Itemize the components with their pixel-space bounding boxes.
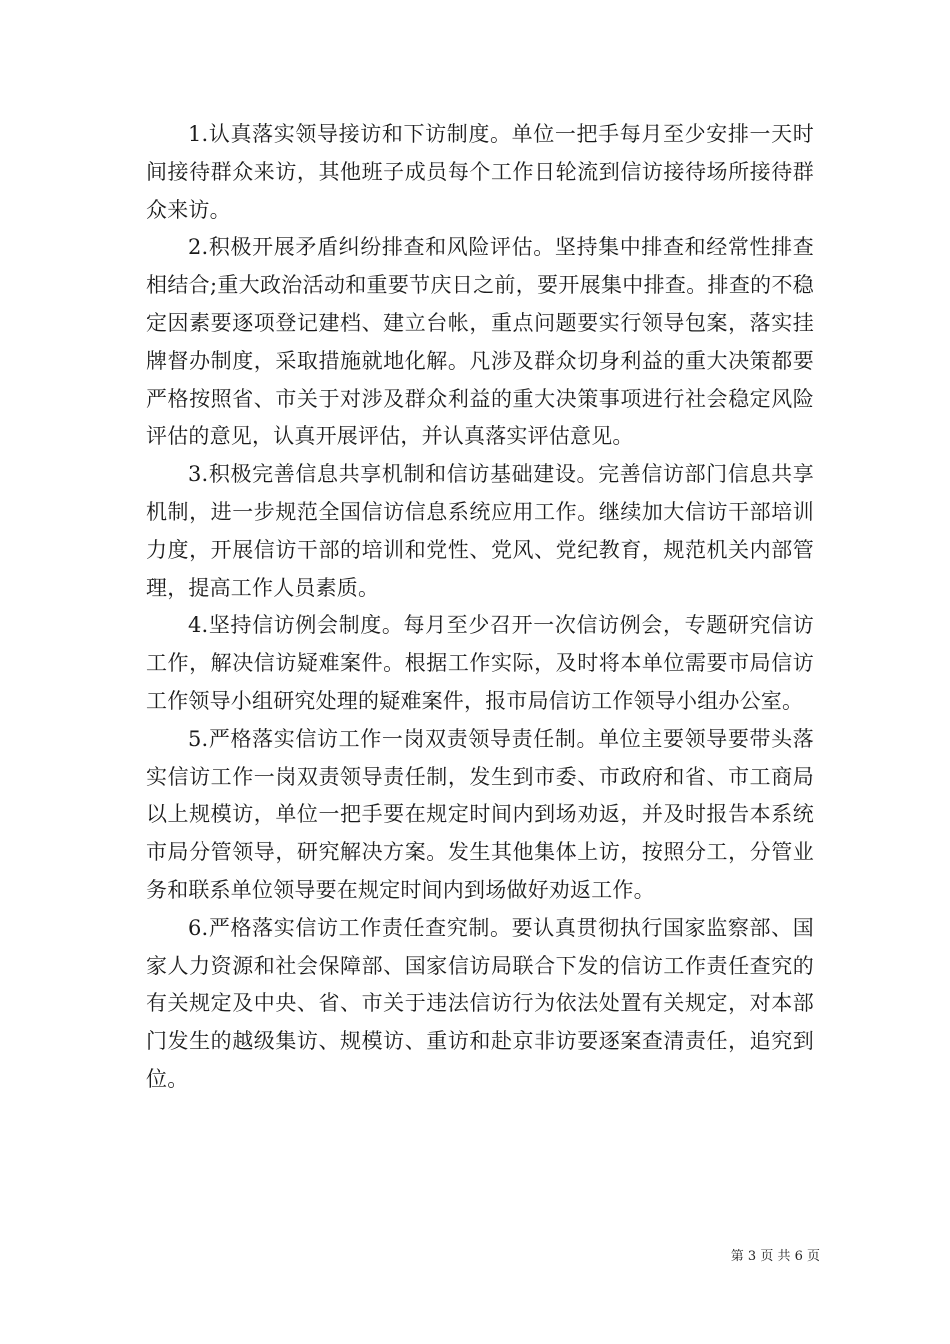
- paragraph-item-5: 5.严格落实信访工作一岗双责领导责任制。单位主要领导要带头落实信访工作一岗双责领导责任制，发生到市委、市政府和省、市工商局以上规模访，单位一把手要在规定时间内到场劝返，并及时报告本系统市局分管领导，研究解决方案。发生其他集体上访，按照分工，分管业务和联系单位领导要在规定时间内到场做好劝返工作。: [146, 726, 814, 902]
- paragraph-item-4: 4.坚持信访例会制度。每月至少召开一次信访例会，专题研究信访工作，解决信访疑难案件。根据工作实际，及时将本单位需要市局信访工作领导小组研究处理的疑难案件，报市局信访工作领导小组办公室。: [146, 613, 814, 713]
- page-number-footer: 第 3 页 共 6 页: [730, 1249, 820, 1264]
- paragraph-item-1: 1.认真落实领导接访和下访制度。单位一把手每月至少安排一天时间接待群众来访，其他班子成员每个工作日轮流到信访接待场所接待群众来访。: [146, 122, 814, 222]
- document-body: [146, 116, 814, 1099]
- paragraph-item-6: 6.严格落实信访工作责任查究制。要认真贯彻执行国家监察部、国家人力资源和社会保障部、国家信访局联合下发的信访工作责任查究的有关规定及中央、省、市关于违法信访行为依法处置有关规定，对本部门发生的越级集访、规模访、重访和赴京非访要逐案查清责任，追究到位。: [146, 915, 814, 1091]
- paragraph-item-2: 2.积极开展矛盾纠纷排查和风险评估。坚持集中排查和经常性排查相结合;重大政治活动和重要节庆日之前，要开展集中排查。排查的不稳定因素要逐项登记建档、建立台帐，重点问题要实行领导包案，落实挂牌督办制度，采取措施就地化解。凡涉及群众切身利益的重大决策都要严格按照省、市关于对涉及群众利益的重大决策事项进行社会稳定风险评估的意见，认真开展评估，并认真落实评估意见。: [146, 235, 814, 449]
- paragraph-item-3: 3.积极完善信息共享机制和信访基础建设。完善信访部门信息共享机制，进一步规范全国信访信息系统应用工作。继续加大信访干部培训力度，开展信访干部的培训和党性、党风、党纪教育，规范机关内部管理，提高工作人员素质。: [146, 462, 814, 600]
